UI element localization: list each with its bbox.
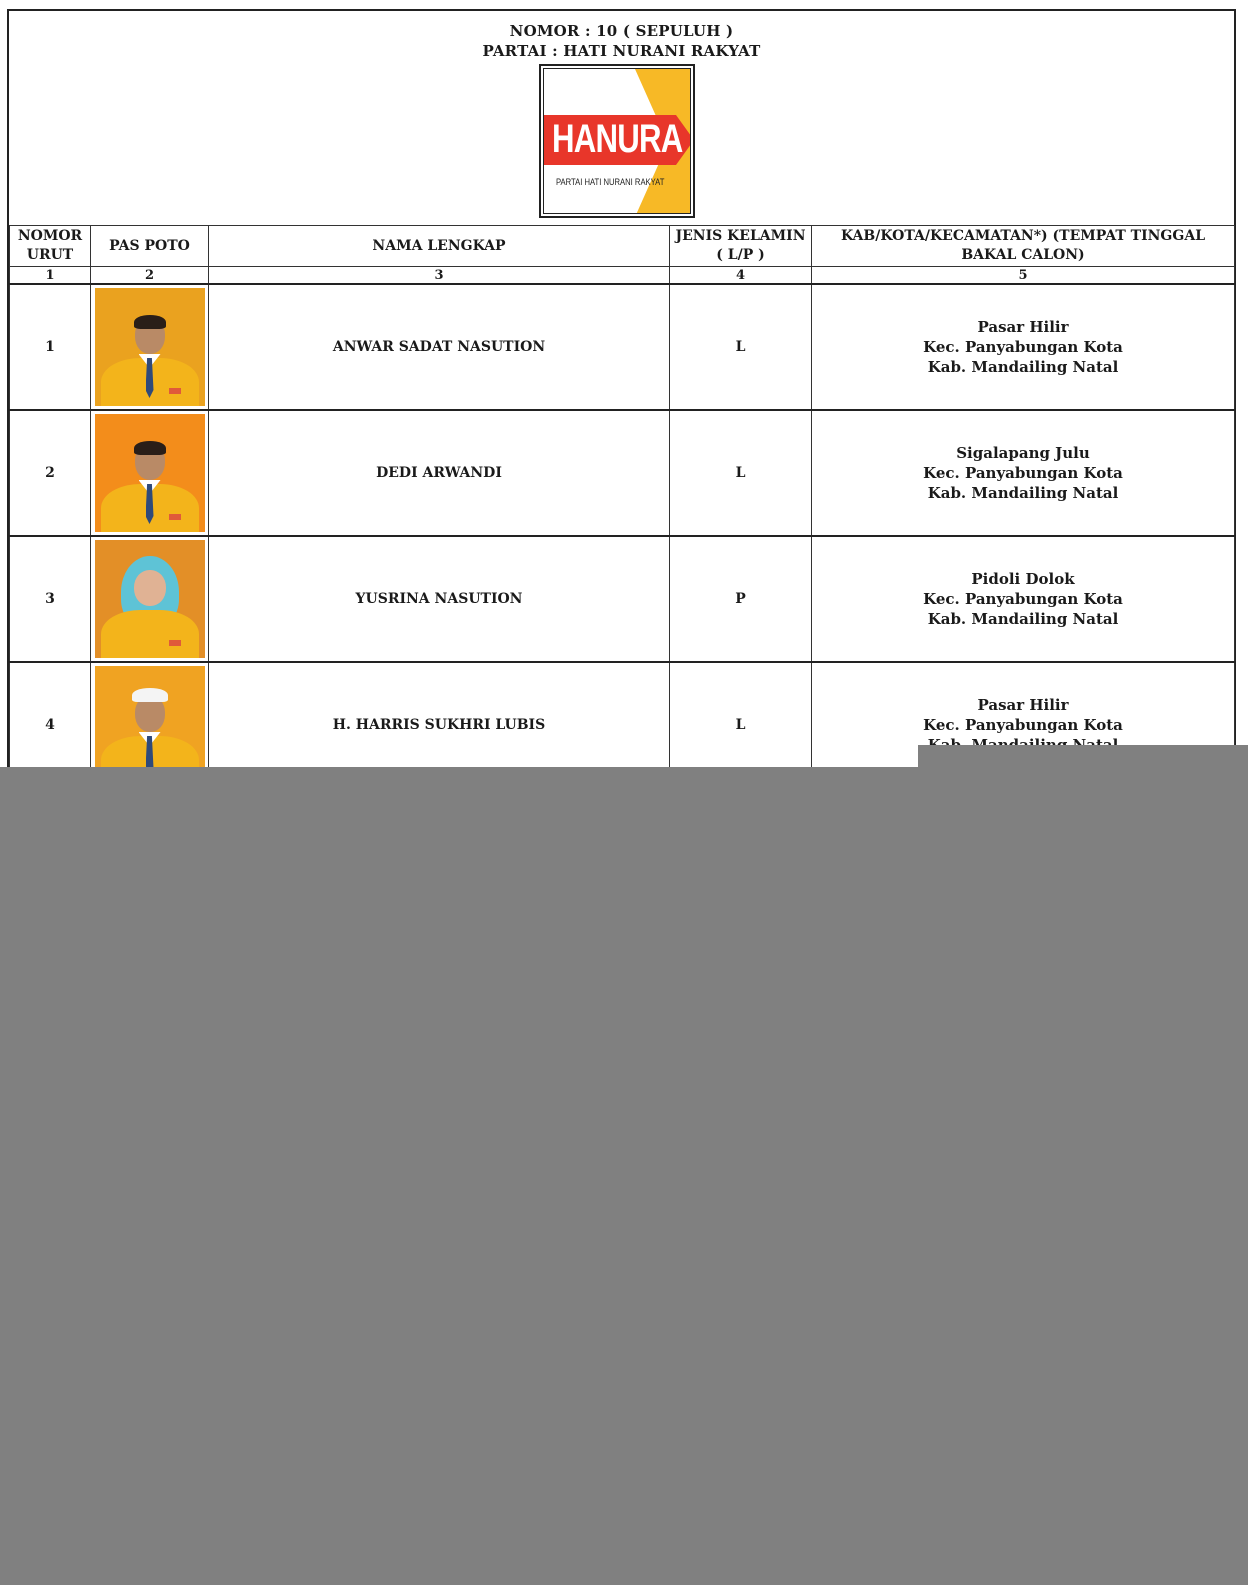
- occluding-gray-block: [918, 745, 1248, 775]
- address-village: Pidoli Dolok: [971, 570, 1075, 588]
- row-number: 4: [10, 662, 91, 767]
- photo-badge: [169, 388, 181, 394]
- address-district: Kec. Panyabungan Kota: [923, 716, 1123, 734]
- address-district: Kec. Panyabungan Kota: [923, 464, 1123, 482]
- logo-inner: [543, 68, 691, 214]
- col-header-address: KAB/KOTA/KECAMATAN*) (TEMPAT TINGGAL BAKAL CALON): [812, 226, 1235, 267]
- table-row: [10, 410, 1235, 536]
- candidate-gender: P: [670, 536, 812, 662]
- candidate-name: DEDI ARWANDI: [209, 410, 670, 536]
- document-header: [9, 21, 1234, 61]
- col-header-name: NAMA LENGKAP: [209, 226, 670, 267]
- photo-cell: [91, 662, 209, 767]
- candidate-photo: [95, 288, 205, 406]
- column-number-row: [10, 267, 1235, 285]
- table-header-row: [10, 226, 1235, 267]
- photo-cell: [91, 284, 209, 410]
- row-number: 1: [10, 284, 91, 410]
- candidate-photo: [95, 666, 205, 767]
- row-number: 2: [10, 410, 91, 536]
- col-header-photo: PAS POTO: [91, 226, 209, 267]
- party-name: PARTAI : HATI NURANI RAKYAT: [482, 42, 761, 60]
- photo-face: [134, 570, 166, 606]
- table-row: [10, 284, 1235, 410]
- photo-cell: [91, 536, 209, 662]
- table-row: [10, 536, 1235, 662]
- col-header-gender: JENIS KELAMIN ( L/P ): [670, 226, 812, 267]
- address-village: Sigalapang Julu: [956, 444, 1090, 462]
- address-regency: Kab. Mandailing Natal: [927, 610, 1119, 628]
- address-village: Pasar Hilir: [977, 696, 1069, 714]
- logo-title: HANURA: [552, 117, 683, 161]
- hanura-logo: [539, 64, 695, 218]
- candidate-photo: [95, 414, 205, 532]
- document-frame: [7, 9, 1236, 767]
- col-number: 2: [91, 267, 209, 285]
- candidate-gender: L: [670, 662, 812, 767]
- candidate-gender: L: [670, 284, 812, 410]
- photo-hair: [134, 315, 166, 329]
- col-header-no: NOMOR URUT: [10, 226, 91, 267]
- address-district: Kec. Panyabungan Kota: [923, 338, 1123, 356]
- photo-cell: [91, 410, 209, 536]
- candidate-address: [812, 410, 1235, 536]
- candidate-table: [9, 225, 1235, 767]
- address-regency: Kab. Mandailing Natal: [927, 484, 1119, 502]
- photo-badge: [169, 514, 181, 520]
- photo-cap: [132, 688, 168, 702]
- col-number: 4: [670, 267, 812, 285]
- col-number: 3: [209, 267, 670, 285]
- candidate-photo: [95, 540, 205, 658]
- address-district: Kec. Panyabungan Kota: [923, 590, 1123, 608]
- candidate-address: [812, 284, 1235, 410]
- photo-hair: [134, 441, 166, 455]
- party-number: NOMOR : 10 ( SEPULUH ): [509, 22, 734, 40]
- logo-subtitle: PARTAI HATI NURANI RAKYAT: [556, 177, 665, 187]
- address-regency: Kab. Mandailing Natal: [927, 358, 1119, 376]
- candidate-gender: L: [670, 410, 812, 536]
- row-number: 3: [10, 536, 91, 662]
- candidate-name: H. HARRIS SUKHRI LUBIS: [209, 662, 670, 767]
- col-number: 1: [10, 267, 91, 285]
- candidate-name: ANWAR SADAT NASUTION: [209, 284, 670, 410]
- col-number: 5: [812, 267, 1235, 285]
- photo-badge: [169, 640, 181, 646]
- photo-jacket: [101, 610, 199, 658]
- address-village: Pasar Hilir: [977, 318, 1069, 336]
- candidate-name: YUSRINA NASUTION: [209, 536, 670, 662]
- document-page: [0, 0, 1248, 767]
- candidate-address: [812, 536, 1235, 662]
